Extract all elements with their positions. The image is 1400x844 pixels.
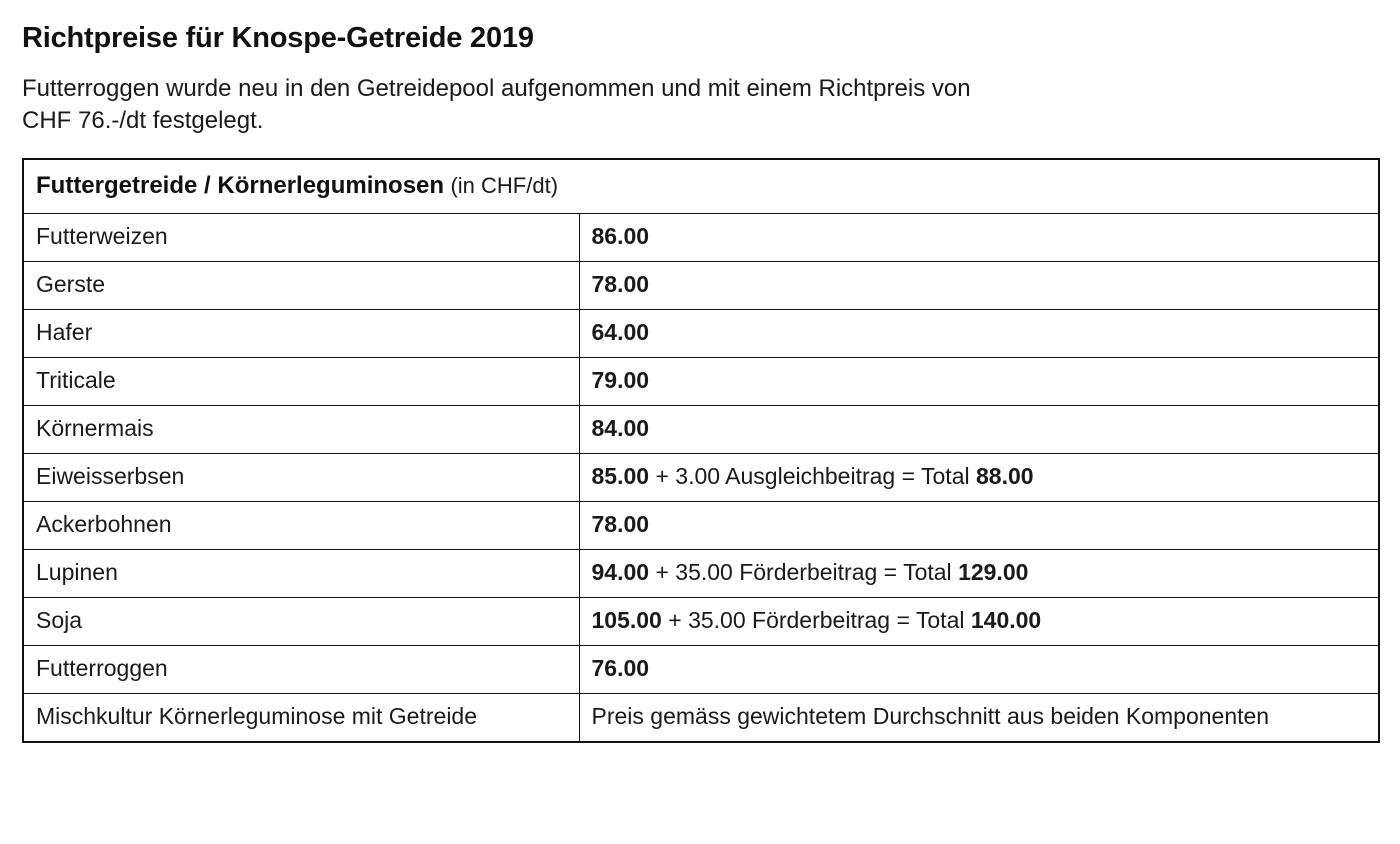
table-row [23,358,1379,406]
row-total: 129.00 [958,559,1029,586]
row-label: Futterweizen [23,214,579,262]
row-value [579,646,1379,694]
table-row [23,550,1379,598]
row-label: Triticale [23,358,579,406]
row-price: 94.00 [591,559,650,586]
row-value [579,310,1379,358]
row-label: Soja [23,598,579,646]
table-header-cell [23,159,1379,214]
row-price: 78.00 [591,511,650,538]
row-label: Futterroggen [23,646,579,694]
row-price: 84.00 [591,415,650,442]
table-header-row [23,159,1379,214]
row-label: Eiweisserbsen [23,454,579,502]
row-suffix: + 35.00 Förderbeitrag = Total [661,607,971,634]
table-row [23,262,1379,310]
row-value [579,262,1379,310]
row-total: 88.00 [975,463,1034,490]
price-table [22,158,1380,743]
row-value [579,550,1379,598]
row-price: 64.00 [591,319,650,346]
row-label: Gerste [23,262,579,310]
table-header-unit: (in CHF/dt) [450,173,559,199]
row-value [579,502,1379,550]
intro-line-2: CHF 76.-/dt festgelegt. [22,106,264,134]
row-total: 140.00 [970,607,1042,634]
row-price: 79.00 [591,367,650,394]
row-price: 86.00 [591,223,650,250]
row-suffix: + 35.00 Förderbeitrag = Total [649,559,959,586]
table-row [23,454,1379,502]
row-value [579,214,1379,262]
table-row [23,502,1379,550]
row-price: 105.00 [591,607,662,634]
intro-paragraph [22,73,1222,136]
table-row [23,406,1379,454]
row-label: Hafer [23,310,579,358]
page-title: Richtpreise für Knospe-Getreide 2019 [22,22,534,54]
row-label: Ackerbohnen [23,502,579,550]
table-row [23,310,1379,358]
row-label: Körnermais [23,406,579,454]
row-suffix: + 3.00 Ausgleichbeitrag = Total [649,463,976,490]
price-table-body [23,214,1379,743]
row-value [579,406,1379,454]
row-price: 85.00 [591,463,650,490]
row-value [579,358,1379,406]
table-header-title: Futtergetreide / Körnerleguminosen [36,172,445,200]
table-row [23,694,1379,743]
row-price: 78.00 [591,271,650,298]
table-row [23,214,1379,262]
row-value [579,454,1379,502]
intro-line-1: Futterroggen wurde neu in den Getreidepool aufgenommen und mit einem Richtpreis von [22,75,971,102]
row-label: Mischkultur Körnerleguminose mit Getreide [23,694,579,743]
table-row [23,646,1379,694]
table-row [23,598,1379,646]
row-label: Lupinen [23,550,579,598]
row-value [579,598,1379,646]
row-price: 76.00 [591,655,650,682]
row-note: Preis gemäss gewichtetem Durchschnitt aus beiden Komponenten [579,694,1379,743]
